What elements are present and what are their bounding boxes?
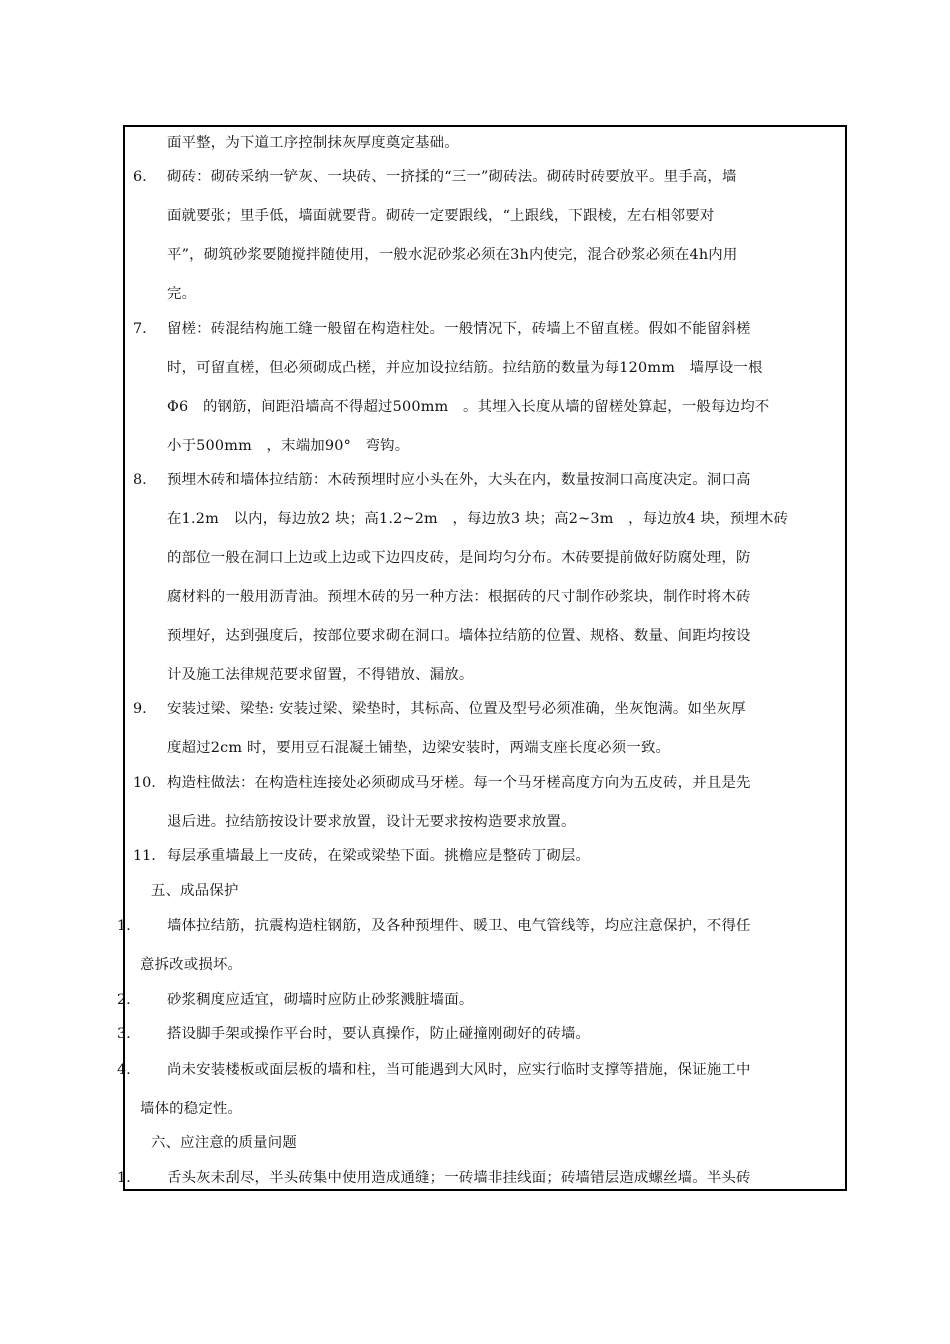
item-8-line-4: 腐材料的一般用沥青油。预埋木砖的另一种方法：根据砖的尺寸制作砂浆块，制作时将木砖 bbox=[167, 589, 751, 605]
item-10-line-1: 构造柱做法：在构造柱连接处必须砌成马牙槎。每一个马牙槎高度方向为五皮砖，并且是先 bbox=[167, 775, 751, 791]
section-6-title: 六、应注意的质量问题 bbox=[151, 1135, 297, 1151]
item-6-number: 6. bbox=[133, 169, 147, 185]
item-5-continuation: 面平整，为下道工序控制抹灰厚度奠定基础。 bbox=[167, 135, 459, 151]
item-9-line-1: 安装过梁、梁垫: 安装过梁、梁垫时，其标高、位置及型号必须准确，坐灰饱满。如坐灰厚 bbox=[167, 701, 746, 717]
s5-item-4-line-1: 尚未安装楼板或面层板的墙和柱，当可能遇到大风时，应实行临时支撑等措施，保证施工中 bbox=[167, 1062, 751, 1078]
item-8-line-2: 在1.2m 以内，每边放2 块；高1.2~2m ，每边放3 块；高2~3m ，每边放4 块，预埋木砖 bbox=[167, 511, 789, 527]
item-9-number: 9. bbox=[133, 701, 147, 717]
item-6-line-4: 完。 bbox=[167, 286, 197, 302]
s5-item-1-line-1: 墙体拉结筋，抗震构造柱钢筋，及各种预埋件、暖卫、电气管线等，均应注意保护，不得任 bbox=[167, 918, 751, 934]
s5-item-1-number: 1. bbox=[117, 918, 131, 934]
item-7-line-3: Φ6 的钢筋，间距沿墙高不得超过500mm 。其埋入长度从墙的留槎处算起，一般每边均不 bbox=[167, 399, 770, 415]
document-frame bbox=[117, 125, 847, 1191]
item-8-line-5: 预埋好，达到强度后，按部位要求砌在洞口。墙体拉结筋的位置、规格、数量、间距均按设 bbox=[167, 628, 751, 644]
item-8-line-3: 的部位一般在洞口上边或上边或下边四皮砖，是间均匀分布。木砖要提前做好防腐处理，防 bbox=[167, 550, 751, 566]
item-6-line-2: 面就要张；里手低，墙面就要背。砌砖一定要跟线，“上跟线，下跟棱，左右相邻要对 bbox=[167, 208, 715, 224]
item-7-number: 7. bbox=[133, 321, 147, 337]
section-5-title: 五、成品保护 bbox=[151, 883, 239, 899]
item-11-number: 11. bbox=[133, 848, 156, 864]
item-11-line-1: 每层承重墙最上一皮砖，在梁或梁垫下面。挑檐应是整砖丁砌层。 bbox=[167, 848, 591, 864]
s6-item-1-number: 1. bbox=[117, 1170, 131, 1186]
s5-item-2-number: 2. bbox=[117, 992, 131, 1008]
item-9-line-2: 度超过2cm 时，要用豆石混凝土铺垫，边梁安装时，两端支座长度必须一致。 bbox=[167, 740, 671, 756]
item-6-line-1: 砌砖：砌砖采纳一铲灰、一块砖、一挤揉的“三一”砌砖法。砌砖时砖要放平。里手高，墙 bbox=[167, 169, 737, 185]
item-7-line-1: 留槎：砖混结构施工缝一般留在构造柱处。一般情况下，砖墙上不留直槎。假如不能留斜槎 bbox=[167, 321, 751, 337]
item-8-line-6: 计及施工法律规范要求留置，不得错放、漏放。 bbox=[167, 667, 474, 683]
item-6-line-3: 平”，砌筑砂浆要随搅拌随使用，一般水泥砂浆必须在3h内使完，混合砂浆必须在4h内用 bbox=[167, 247, 738, 263]
item-7-line-4: 小于500mm ，末端加90° 弯钩。 bbox=[167, 438, 410, 454]
item-8-line-1: 预埋木砖和墙体拉结筋：木砖预埋时应小头在外，大头在内，数量按洞口高度决定。洞口高 bbox=[167, 472, 751, 488]
s5-item-3-line-1: 搭设脚手架或操作平台时，要认真操作，防止碰撞刚砌好的砖墙。 bbox=[167, 1026, 591, 1042]
s5-item-4-number: 4. bbox=[117, 1062, 131, 1078]
s5-item-3-number: 3. bbox=[117, 1026, 131, 1042]
item-8-number: 8. bbox=[133, 472, 147, 488]
item-10-number: 10. bbox=[133, 775, 156, 791]
s5-item-1-line-2: 意拆改或损坏。 bbox=[140, 957, 243, 973]
s5-item-2-line-1: 砂浆稠度应适宜，砌墙时应防止砂浆溅脏墙面。 bbox=[167, 992, 474, 1008]
s5-item-4-line-2: 墙体的稳定性。 bbox=[140, 1101, 243, 1117]
s6-item-1-line-1: 舌头灰未刮尽，半头砖集中使用造成通缝；一砖墙非挂线面；砖墙错层造成螺丝墙。半头砖 bbox=[167, 1170, 751, 1186]
item-7-line-2: 时，可留直槎，但必须砌成凸槎，并应加设拉结筋。拉结筋的数量为每120mm 墙厚设一根 bbox=[167, 360, 763, 376]
item-10-line-2: 退后进。拉结筋按设计要求放置，设计无要求按构造要求放置。 bbox=[167, 814, 576, 830]
